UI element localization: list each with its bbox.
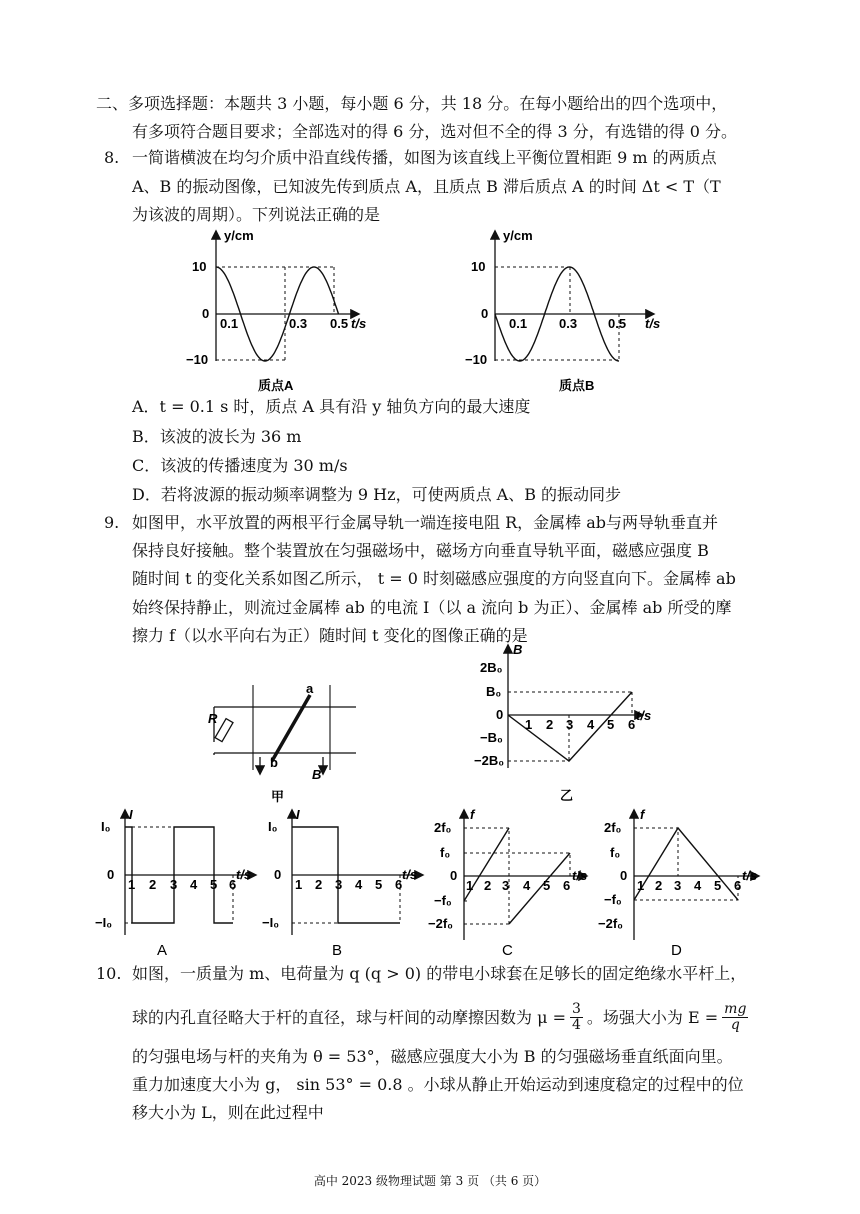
svg-text:0: 0 <box>450 868 458 883</box>
point-a-label: a <box>306 681 314 696</box>
x-tick-1: 0.1 <box>509 316 528 331</box>
y-tick-b0: B₀ <box>486 684 502 699</box>
x-tick-3: 0.5 <box>608 316 627 331</box>
svg-text:5: 5 <box>210 877 218 892</box>
metal-rod-ab <box>272 695 310 761</box>
q9-stem-line3: 随时间 t 的变化关系如图乙所示， t = 0 时刻磁感应强度的方向竖直向下。金属棒 ab <box>132 569 736 588</box>
graph-caption: 质点B <box>559 378 595 393</box>
choice-label-a: A <box>157 942 168 959</box>
x-axis-label: t/s <box>645 316 661 331</box>
svg-text:t/s: t/s <box>236 867 252 882</box>
svg-text:1: 1 <box>128 877 136 892</box>
q9-stem-line5: 擦力 f（以水平向右为正）随时间 t 变化的图像正确的是 <box>132 626 528 645</box>
q10-stem-line3: 的匀强电场与杆的夹角为 θ = 53°，磁感应强度大小为 B 的匀强磁场垂直纸面向里。 <box>132 1047 733 1066</box>
svg-text:3: 3 <box>335 877 343 892</box>
y-tick-zero: 0 <box>496 707 504 722</box>
x-tick: 1 <box>525 717 533 732</box>
figure-jia-rail-circuit <box>208 675 368 805</box>
figure-caption: 甲 <box>271 789 285 804</box>
svg-text:3: 3 <box>502 878 510 893</box>
x-tick: 5 <box>607 717 615 732</box>
svg-text:3: 3 <box>170 877 178 892</box>
svg-text:2: 2 <box>149 877 157 892</box>
figure-caption: 乙 <box>560 788 574 803</box>
svg-text:−2f₀: −2f₀ <box>428 916 454 931</box>
svg-text:1: 1 <box>637 878 645 893</box>
y-tick-2b0: 2B₀ <box>480 660 503 675</box>
q10-line2-text-b: 。场强大小为 E = <box>586 1007 719 1027</box>
resistor-r <box>215 719 233 742</box>
svg-text:2: 2 <box>315 877 323 892</box>
svg-text:−2f₀: −2f₀ <box>598 916 624 931</box>
y-axis-label: y/cm <box>503 228 533 243</box>
y-axis-label: y/cm <box>224 228 254 243</box>
svg-text:I: I <box>129 807 133 822</box>
svg-text:I₀: I₀ <box>268 819 278 834</box>
section-heading-line1: 二、多项选择题：本题共 3 小题，每小题 6 分，共 18 分。在每小题给出的四个选项中， <box>96 94 728 113</box>
svg-text:5: 5 <box>714 878 722 893</box>
svg-text:1: 1 <box>295 877 303 892</box>
svg-text:t/s: t/s <box>572 868 588 883</box>
svg-text:−I₀: −I₀ <box>262 915 280 930</box>
svg-text:2f₀: 2f₀ <box>604 820 622 835</box>
x-tick-2: 0.3 <box>289 316 308 331</box>
q9-stem-line1: 如图甲，水平放置的两根平行金属导轨一端连接电阻 R，金属棒 ab与两导轨垂直并 <box>132 513 719 532</box>
svg-text:f₀: f₀ <box>440 845 451 860</box>
q10-stem-line4: 重力加速度大小为 g， sin 53° = 0.8 。小球从静止开始运动到速度稳定的过程中的位 <box>132 1075 744 1094</box>
svg-text:2f₀: 2f₀ <box>434 820 452 835</box>
q8-option-d: D．若将波源的振动频率调整为 9 Hz，可使两质点 A、B 的振动同步 <box>132 485 622 504</box>
x-tick: 4 <box>587 717 595 732</box>
x-axis-label: t/s <box>636 708 652 723</box>
svg-text:6: 6 <box>563 878 571 893</box>
svg-text:4: 4 <box>190 877 198 892</box>
q8-stem-line2: A、B 的振动图像，已知波先传到质点 A，且质点 B 滞后质点 A 的时间 Δt < T（T <box>132 177 721 196</box>
graph-particle-b <box>465 226 665 398</box>
x-axis-label: t/s <box>351 316 367 331</box>
page-footer: 高中 2023 级物理试题 第 3 页 （共 6 页） <box>313 1174 547 1188</box>
mu-fraction <box>570 1002 583 1033</box>
svg-text:3: 3 <box>674 878 682 893</box>
y-tick-neg-2b0: −2B₀ <box>474 753 505 768</box>
svg-text:0: 0 <box>620 868 628 883</box>
q9-number: 9. <box>104 513 120 532</box>
y-tick-zero: 0 <box>481 306 489 321</box>
q8-option-a: A．t = 0.1 s 时，质点 A 具有沿 y 轴负方向的最大速度 <box>132 397 531 416</box>
y-tick-min: −10 <box>465 352 488 367</box>
x-tick: 2 <box>546 717 554 732</box>
svg-text:1: 1 <box>466 878 474 893</box>
svg-text:5: 5 <box>375 877 383 892</box>
e-denominator: q <box>730 1017 740 1033</box>
e-numerator: mg <box>724 1001 747 1017</box>
svg-text:4: 4 <box>694 878 702 893</box>
svg-text:t/s: t/s <box>742 868 758 883</box>
friction-line <box>634 828 738 900</box>
choice-graph-d <box>594 805 764 960</box>
q10-stem-line5: 移大小为 L，则在此过程中 <box>132 1103 324 1122</box>
svg-text:−I₀: −I₀ <box>95 915 113 930</box>
mu-numerator: 3 <box>571 1001 581 1017</box>
y-axis-label: B <box>513 642 523 657</box>
svg-text:−f₀: −f₀ <box>434 893 452 908</box>
choice-graph-b <box>262 805 432 960</box>
svg-text:6: 6 <box>734 878 742 893</box>
q8-number: 8. <box>104 148 120 167</box>
q10-number: 10. <box>96 964 122 983</box>
svg-text:6: 6 <box>229 877 237 892</box>
x-tick-3: 0.5 <box>330 316 349 331</box>
svg-text:0: 0 <box>107 867 115 882</box>
figure-yi-b-graph <box>470 640 660 805</box>
y-tick-max: 10 <box>471 259 486 274</box>
point-b-label: b <box>270 755 278 770</box>
q8-stem-line1: 一简谐横波在均匀介质中沿直线传播，如图为该直线上平衡位置相距 9 m 的两质点 <box>132 148 717 167</box>
x-tick: 3 <box>566 717 574 732</box>
svg-text:−f₀: −f₀ <box>604 892 622 907</box>
e-fraction <box>722 1002 748 1033</box>
x-tick-1: 0.1 <box>220 316 239 331</box>
choice-label-b: B <box>332 942 343 959</box>
mu-denominator: 4 <box>571 1017 581 1033</box>
q10-stem-line2 <box>132 1002 748 1033</box>
q8-option-b: B．该波的波长为 36 m <box>132 427 302 446</box>
q9-stem-line4: 始终保持静止，则流过金属棒 ab 的电流 I（以 a 流向 b 为正）、金属棒 ab 所受的摩 <box>132 598 732 617</box>
graph-caption: 质点A <box>258 378 294 393</box>
choice-graph-c <box>422 805 594 960</box>
svg-text:2: 2 <box>655 878 663 893</box>
graph-particle-a <box>186 226 376 398</box>
svg-text:0: 0 <box>274 867 282 882</box>
y-tick-max: 10 <box>192 259 207 274</box>
svg-text:I₀: I₀ <box>101 819 111 834</box>
q8-option-c: C．该波的传播速度为 30 m/s <box>132 456 348 475</box>
choice-label-c: C <box>502 942 513 959</box>
svg-text:I: I <box>296 807 300 822</box>
svg-text:6: 6 <box>395 877 403 892</box>
q9-stem-line2: 保持良好接触。整个装置放在匀强磁场中，磁场方向垂直导轨平面，磁感应强度 B <box>132 541 709 560</box>
section-heading-line2: 有多项符合题目要求；全部选对的得 6 分，选对但不全的得 3 分，有选错的得 0 分。 <box>132 122 738 141</box>
svg-text:4: 4 <box>355 877 363 892</box>
x-tick-2: 0.3 <box>559 316 578 331</box>
field-b-label: B <box>312 767 322 782</box>
resistor-label: R <box>208 711 218 726</box>
svg-text:2: 2 <box>484 878 492 893</box>
choice-label-d: D <box>671 942 682 959</box>
y-tick-min: −10 <box>186 352 209 367</box>
q10-line2-text-a: 球的内孔直径略大于杆的直径，球与杆间的动摩擦因数为 μ = <box>132 1007 566 1027</box>
q8-stem-line3: 为该波的周期）。下列说法正确的是 <box>132 205 381 224</box>
svg-text:f₀: f₀ <box>610 845 621 860</box>
y-tick-zero: 0 <box>202 306 210 321</box>
y-tick-neg-b0: −B₀ <box>480 730 503 745</box>
q10-stem-line1: 如图，一质量为 m、电荷量为 q (q > 0) 的带电小球套在足够长的固定绝缘水平杆上， <box>132 964 747 983</box>
choice-graph-a <box>95 805 265 960</box>
svg-text:t/s: t/s <box>402 867 418 882</box>
svg-text:5: 5 <box>543 878 551 893</box>
svg-text:4: 4 <box>523 878 531 893</box>
x-tick: 6 <box>628 717 636 732</box>
svg-text:f: f <box>470 807 475 822</box>
svg-text:f: f <box>640 807 645 822</box>
